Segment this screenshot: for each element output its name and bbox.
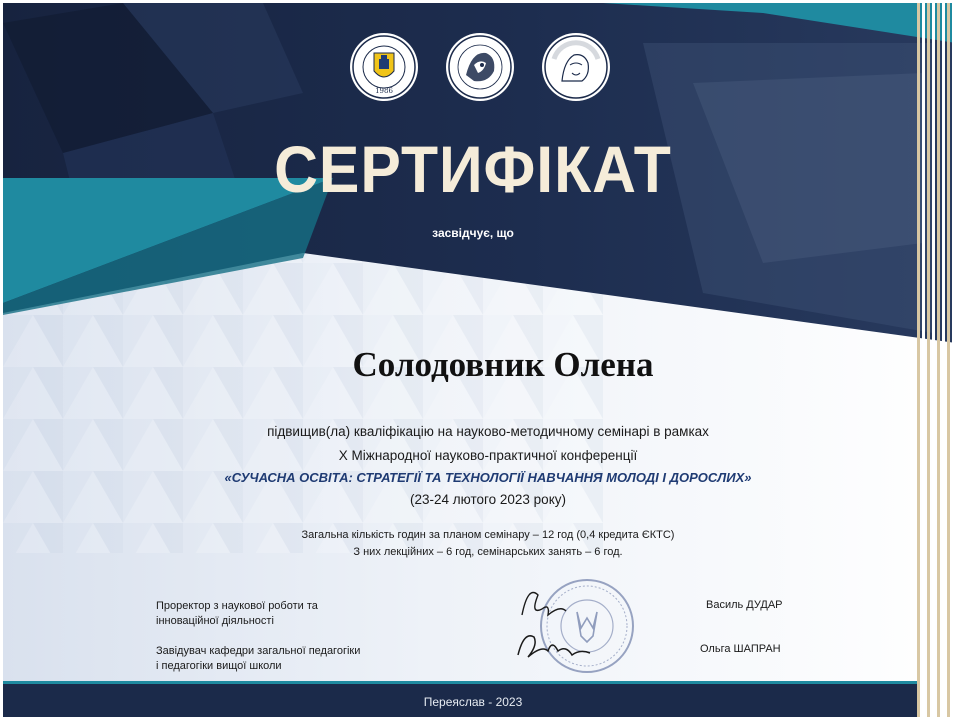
faculty-logo bbox=[444, 31, 516, 103]
university-seal-logo bbox=[348, 31, 420, 103]
certificate-title: СЕРТИФІКАТ bbox=[274, 132, 672, 206]
signatory-role-2-line1: Завідувач кафедри загальної педагогіки bbox=[156, 645, 361, 657]
handwritten-signatures bbox=[508, 575, 608, 675]
qualification-text: підвищив(ла) кваліфікацію на науково-методичному семінарі в рамках bbox=[267, 424, 709, 439]
hours-breakdown-text: З них лекційних – 6 год, семінарських занять – 6 год. bbox=[353, 546, 623, 558]
university-year-text: 1986 bbox=[375, 87, 393, 95]
total-hours-text: Загальна кількість годин за планом семінару – 12 год (0,4 кредита ЄКТС) bbox=[301, 529, 675, 541]
signatory-role-1-line2: інноваційної діяльності bbox=[156, 615, 274, 627]
signatory-role-2-line2: і педагогіки вищої школи bbox=[156, 660, 282, 672]
signatory-role-1-line1: Проректор з наукової роботи та bbox=[156, 600, 318, 612]
conference-dates: (23-24 лютого 2023 року) bbox=[409, 492, 566, 507]
signatory-role-2 bbox=[156, 644, 360, 674]
signatory-name-2: Ольга ШАПРАН bbox=[700, 643, 781, 655]
footer-city-year: Переяслав - 2023 bbox=[423, 695, 523, 709]
certificate bbox=[3, 3, 956, 717]
recipient-name: Солодовник Олена bbox=[352, 345, 654, 384]
signatory-role-1 bbox=[156, 599, 318, 629]
department-logo bbox=[540, 31, 612, 103]
conference-text: Х Міжнародної науково-практичної конференції bbox=[338, 448, 638, 463]
signatory-name-1: Василь ДУДАР bbox=[706, 599, 783, 611]
certificate-subtitle: засвідчує, що bbox=[432, 226, 514, 240]
conference-title: «СУЧАСНА ОСВІТА: СТРАТЕГІЇ ТА ТЕХНОЛОГІЇ НАВЧАННЯ МОЛОДІ І ДОРОСЛИХ» bbox=[224, 470, 752, 485]
